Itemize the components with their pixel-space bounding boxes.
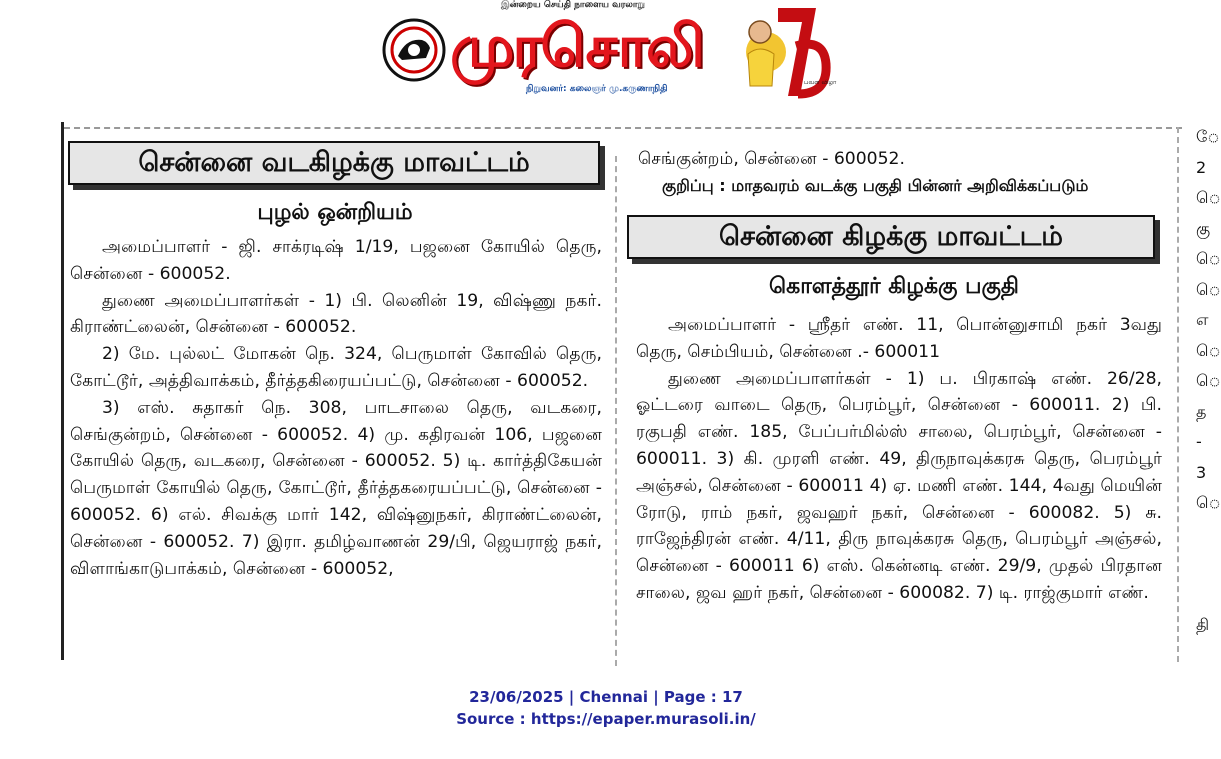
- right-paragraph: துணை அமைப்பாளர்கள் - 1) ப. பிரகாஷ் எண். 26/28, ஓட்டரை வாடை தெரு, பெரம்பூர், சென்னை - 600011. 2) பி. ரகுபதி எண். 185, பேப்பர்மில்ஸ் சாலை, பெரம்பூர், சென்னை - 600011. 3) கி. முரளி எண். 49, திருநாவுக்கரசு தெரு, பெரம்பூர் அஞ்சல், சென்னை - 600011 4) ஏ. மணி எண். 144, 4வது மெயின் ரோடு, ராம் நகர், ஜவஹர் நகர், சென்னை - 600082. 5) சு. ராஜேந்திரன் எண். 4/11, திரு நாவுக்கரசு தெரு, பெரம்பூர் அஞ்சல், சென்னை - 600011 6) எஸ். கென்னடி எண். 29/9, முதல் பிரதான சாலை, ஜவ ஹர் நகர், சென்னை - 600082. 7) டி. ராஜ்குமார் எண்.: [636, 368, 1162, 603]
- edge-fragment: [1196, 549, 1212, 580]
- edge-fragment: 2: [1196, 157, 1207, 177]
- middle-column-rule: [615, 156, 617, 666]
- right-section-subheading: கொளத்தூர் கிழக்கு பகுதி: [769, 274, 1019, 299]
- left-paragraph: 2) மே. புல்லட் மோகன் நெ. 324, பெருமாள் கோவில் தெரு, கோட்டூர், அத்திவாக்கம், தீர்த்தகிரையப்பட்டு, சென்னை - 600052.: [70, 344, 602, 391]
- left-section-heading: சென்னை வடகிழக்கு மாவட்டம்: [68, 141, 600, 185]
- right-continued-text: செங்குன்றம், சென்னை - 600052.: [638, 149, 905, 169]
- page-footer: [0, 686, 1212, 730]
- edge-fragment: ெ: [1196, 493, 1221, 512]
- right-top-line: [638, 146, 1158, 173]
- edge-fragment: ெ: [1196, 371, 1221, 390]
- edge-fragment: 3: [1196, 462, 1207, 482]
- left-column-body: [70, 234, 602, 582]
- edge-column-fragments: [1196, 122, 1221, 641]
- top-dashed-rule: [64, 127, 1182, 129]
- note-line: குறிப்பு : மாதவரம் வடக்கு பகுதி பின்னர் அறிவிக்கப்படும்: [662, 176, 1089, 195]
- edge-fragment: ெ: [1196, 249, 1221, 268]
- party-emblem-icon: [382, 18, 446, 82]
- left-section-subheading: புழல் ஒன்றியம்: [257, 200, 413, 225]
- right-paragraph: அமைப்பாளர் - ஸ்ரீதர் எண். 11, பொன்னுசாமி நகர் 3வது தெரு, செம்பியம், சென்னை .- 600011: [636, 315, 1162, 362]
- right-column-rule: [1177, 127, 1179, 662]
- left-column-rule: [61, 122, 64, 660]
- edge-fragment: ெ: [1196, 340, 1221, 360]
- left-paragraph: அமைப்பாளர் - ஜி. சாக்ரடிஷ் 1/19, பஜனை கோயில் தெரு, சென்னை - 600052.: [70, 237, 602, 284]
- edge-fragment: தி: [1196, 615, 1210, 634]
- anniversary-logo: [738, 2, 837, 102]
- masthead-tagline: இன்றைய செய்தி நாளைய வரலாறு: [500, 0, 646, 10]
- edge-fragment: த: [1196, 401, 1207, 421]
- right-column-body: [636, 312, 1162, 607]
- edge-fragment: கு: [1196, 218, 1211, 238]
- edge-fragment: [1196, 519, 1212, 550]
- left-paragraph: துணை அமைப்பாளர்கள் - 1) பி. லெனின் 19, விஷ்ணு நகர். கிராண்ட்லைன், சென்னை - 600052.: [70, 290, 602, 338]
- right-section-heading: சென்னை கிழக்கு மாவட்டம்: [627, 215, 1155, 259]
- footer-source-link[interactable]: Source : https://epaper.murasoli.in/: [456, 710, 756, 728]
- masthead: [378, 0, 837, 104]
- masthead-founder: நிறுவனர்: கலைஞர் மு.கருணாநிதி: [526, 84, 668, 94]
- edge-fragment: ெ: [1196, 188, 1221, 207]
- anniversary-caption: பவள விழா: [804, 79, 837, 86]
- left-paragraph: 3) எஸ். சுதாகர் நெ. 308, பாடசாலை தெரு, வடகரை, செங்குன்றம், சென்னை - 600052. 4) மு. கதிரவன் 106, பஜனை கோயில் தெரு, வடகரை, சென்னை - 600052. 5) டி. கார்த்திகேயன் பெருமாள் கோயில் தெரு, கோட்டூர், தீர்த்தகரையப்பட்டு, சென்னை - 600052. 6) எல். சிவக்கு மார் 142, விஷ்னுநகர், கிராண்ட்லைன், சென்னை - 600052. 7) இரா. தமிழ்வாணன் 29/பி, ஜெயராஜ் நகர், விளாங்காடுபாக்கம், சென்னை - 600052,: [70, 397, 602, 579]
- edge-fragment: ே: [1196, 127, 1220, 146]
- edge-fragment: -: [1196, 432, 1202, 451]
- article-clipping: [0, 122, 1221, 660]
- edge-fragment: ெ: [1196, 279, 1221, 299]
- masthead-brand: முரசொலி: [450, 12, 703, 80]
- footer-date-line: 23/06/2025 | Chennai | Page : 17: [469, 688, 743, 706]
- edge-fragment: [1196, 580, 1212, 611]
- edge-fragment: எ: [1196, 310, 1209, 329]
